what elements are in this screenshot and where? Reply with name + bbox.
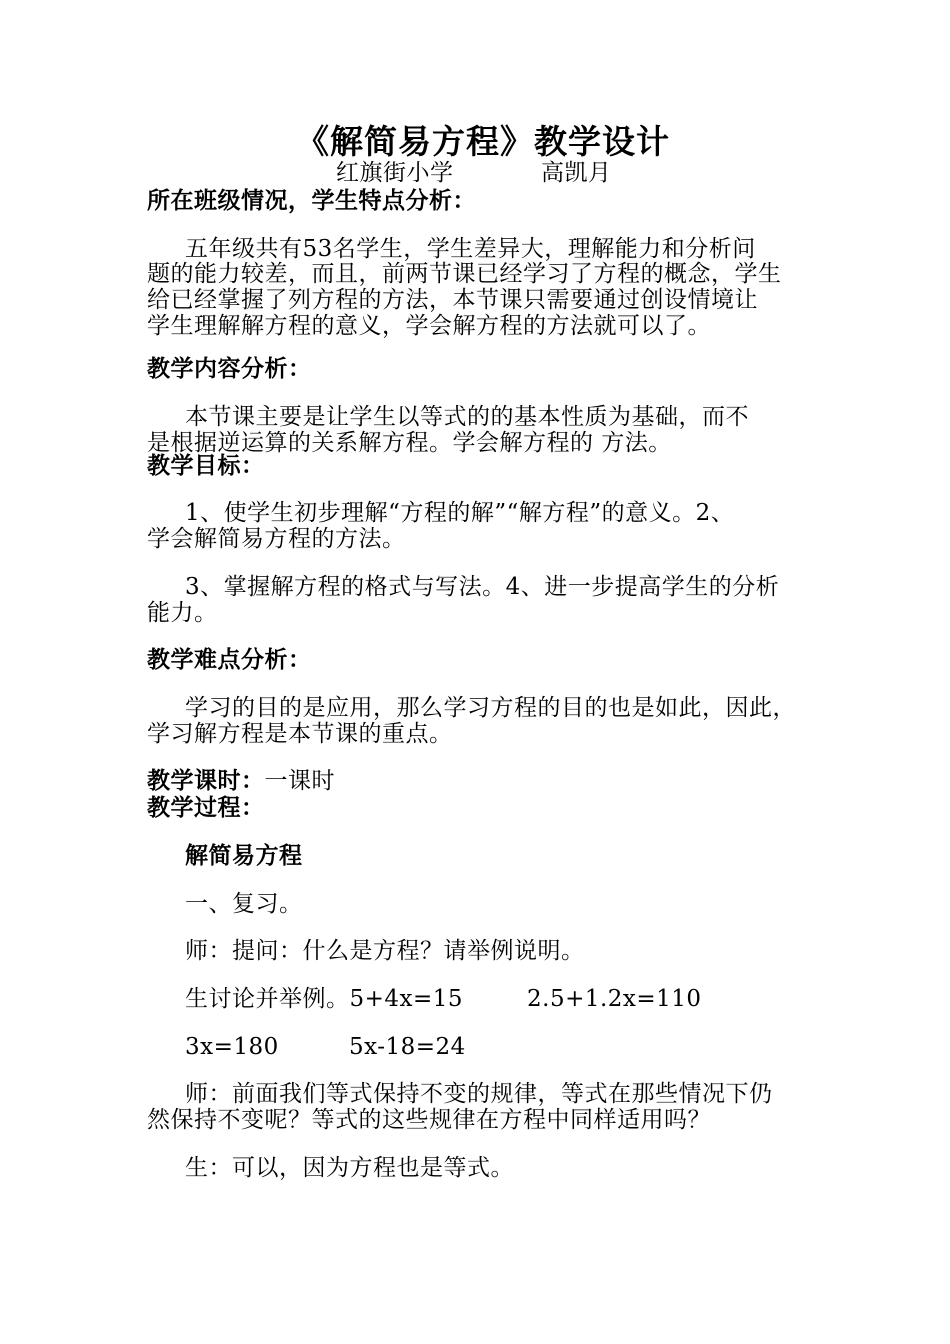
paragraph-line: 师：前面我们等式保持不变的规律，等式在那些情况下仍: [185, 1081, 773, 1107]
paragraph-line: 是根据逆运算的关系解方程。学会解方程的 方法。: [147, 430, 672, 456]
paragraph-line: 3、掌握解方程的格式与写法。4、进一步提高学生的分析: [185, 574, 780, 600]
paragraph-line: 学生理解解方程的意义，学会解方程的方法就可以了。: [147, 313, 711, 339]
paragraph-line: 本节课主要是让学生以等式的的基本性质为基础，而不: [185, 404, 749, 430]
class-hours-value: 一课时: [264, 768, 335, 794]
equation-example: 3x=180: [185, 1034, 279, 1060]
paragraph-line: 给已经掌握了列方程的方法，本节课只需要通过创设情境让: [147, 287, 758, 313]
section-heading-process: 教学过程：: [147, 795, 265, 821]
document-title: 《解简易方程》教学设计: [296, 122, 670, 161]
equation-example: 2.5+1.2x=110: [527, 986, 702, 1012]
paragraph-line: 学习的目的是应用，那么学习方程的目的也是如此，因此，: [185, 695, 796, 721]
paragraph-line: 题的能力较差，而且，前两节课已经学习了方程的概念，学生: [147, 261, 782, 287]
review-heading: 一、复习。: [185, 891, 303, 917]
section-heading-class-analysis: 所在班级情况，学生特点分析：: [147, 188, 476, 214]
equation-example: 5x-18=24: [349, 1034, 466, 1060]
author-name: 高凯月: [541, 160, 612, 186]
school-name: 红旗街小学: [336, 160, 454, 186]
paragraph-line: 1、使学生初步理解“方程的解”“解方程”的意义。2、: [185, 500, 735, 526]
section-heading-difficulty: 教学难点分析：: [147, 647, 312, 673]
paragraph-line: 学习解方程是本节课的重点。: [147, 721, 453, 747]
paragraph-line: 五年级共有53名学生，学生差异大，理解能力和分析问: [185, 236, 756, 262]
class-hours-label: 教学课时：: [147, 768, 265, 794]
paragraph-line: 能力。: [147, 600, 218, 626]
student-answer: 生：可以，因为方程也是等式。: [185, 1155, 514, 1181]
teacher-question-1: 师：提问：什么是方程？请举例说明。: [185, 938, 585, 964]
class-hours-row: [147, 768, 335, 794]
student-discussion: 生讨论并举例。5+4x=15: [185, 986, 464, 1012]
section-heading-goals: 教学目标：: [147, 453, 265, 479]
process-subtitle: 解简易方程: [185, 843, 303, 869]
section-heading-content-analysis: 教学内容分析：: [147, 356, 312, 382]
paragraph-line: 然保持不变呢？等式的这些规律在方程中同样适用吗？: [147, 1107, 711, 1133]
paragraph-line: 学会解简易方程的方法。: [147, 526, 406, 552]
